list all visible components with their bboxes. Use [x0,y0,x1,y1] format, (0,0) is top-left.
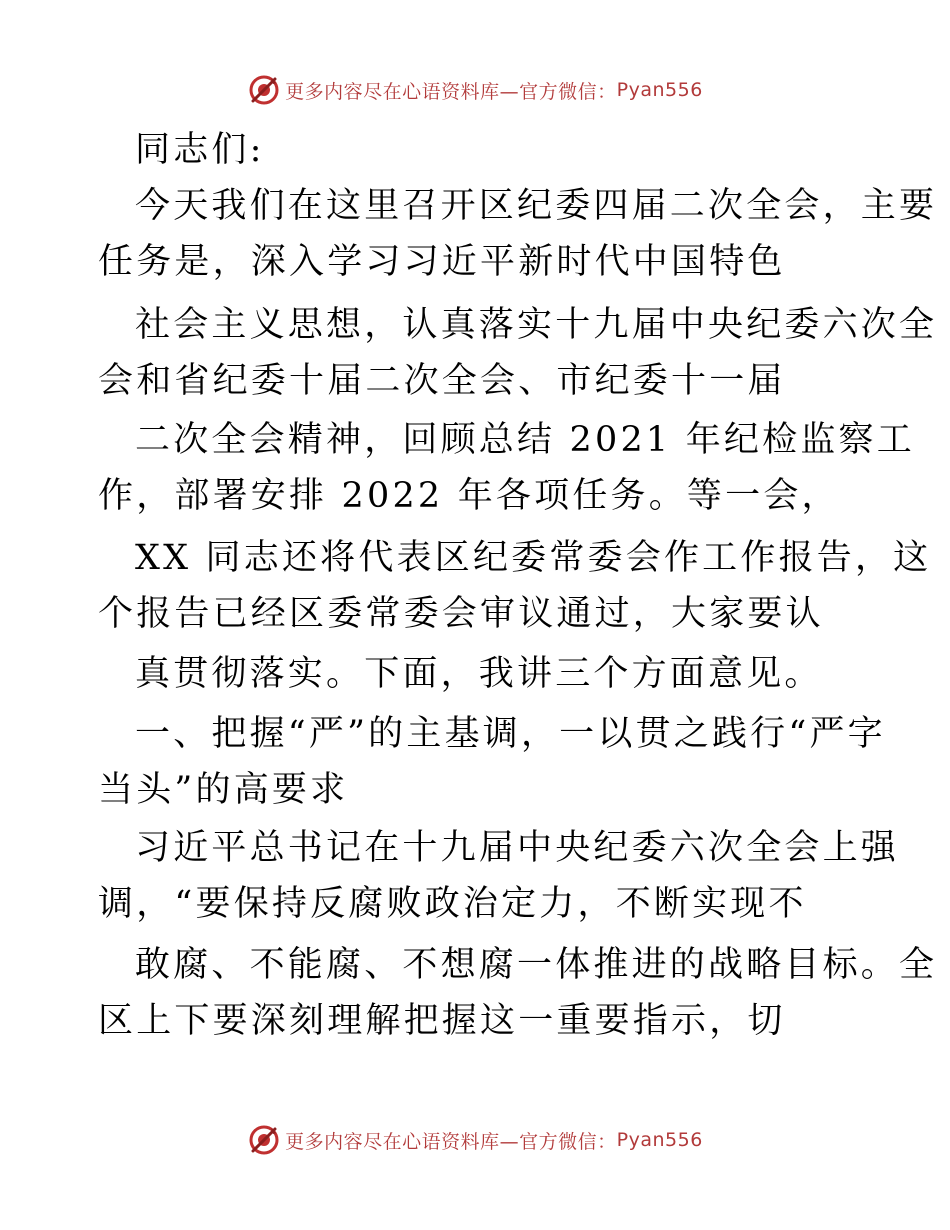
body-line: 社会主义思想，认真落实十九届中央纪委六次全 [135,305,938,345]
body-line: 调，“要保持反腐败政治定力，不断实现不 [98,884,807,924]
section-heading: 当头”的高要求 [98,770,349,810]
body-line: 习近平总书记在十九届中央纪委六次全会上强 [135,828,900,868]
watermark-text: 更多内容尽在心语资料库—官方微信： [285,80,617,103]
body-line: 今天我们在这里召开区纪委四届二次全会，主要 [135,186,938,226]
body-line: 真贯彻落实。下面，我讲三个方面意见。 [135,654,823,694]
body-line: 区上下要深刻理解把握这一重要指示，切 [98,1001,786,1041]
footer-watermark [0,1118,950,1162]
pen-logo-icon [247,1123,281,1157]
watermark-wechat-id: Pyan556 [616,79,703,101]
body-line: 会和省纪委十届二次全会、市纪委十一届 [98,361,786,401]
watermark-text: 更多内容尽在心语资料库—官方微信： [285,1130,617,1153]
body-line: 个报告已经区委常委会审议通过，大家要认 [98,594,824,634]
body-line: 敢腐、不能腐、不想腐一体推进的战略目标。全 [135,945,938,985]
body-line: 二次全会精神，回顾总结 2021 年纪检监察工 [135,420,915,460]
header-watermark [0,68,950,112]
watermark-wechat-id: Pyan556 [616,1129,703,1151]
body-line: 同志们: [135,130,265,170]
body-line: 任务是，深入学习习近平新时代中国特色 [98,242,786,282]
pen-logo-icon [247,73,281,107]
body-line: XX 同志还将代表区纪委常委会作工作报告，这 [135,538,932,578]
body-line: 作，部署安排 2022 年各项任务。等一会， [98,476,840,516]
section-heading: 一、把握“严”的主基调，一以贯之践行“严字 [135,714,886,754]
